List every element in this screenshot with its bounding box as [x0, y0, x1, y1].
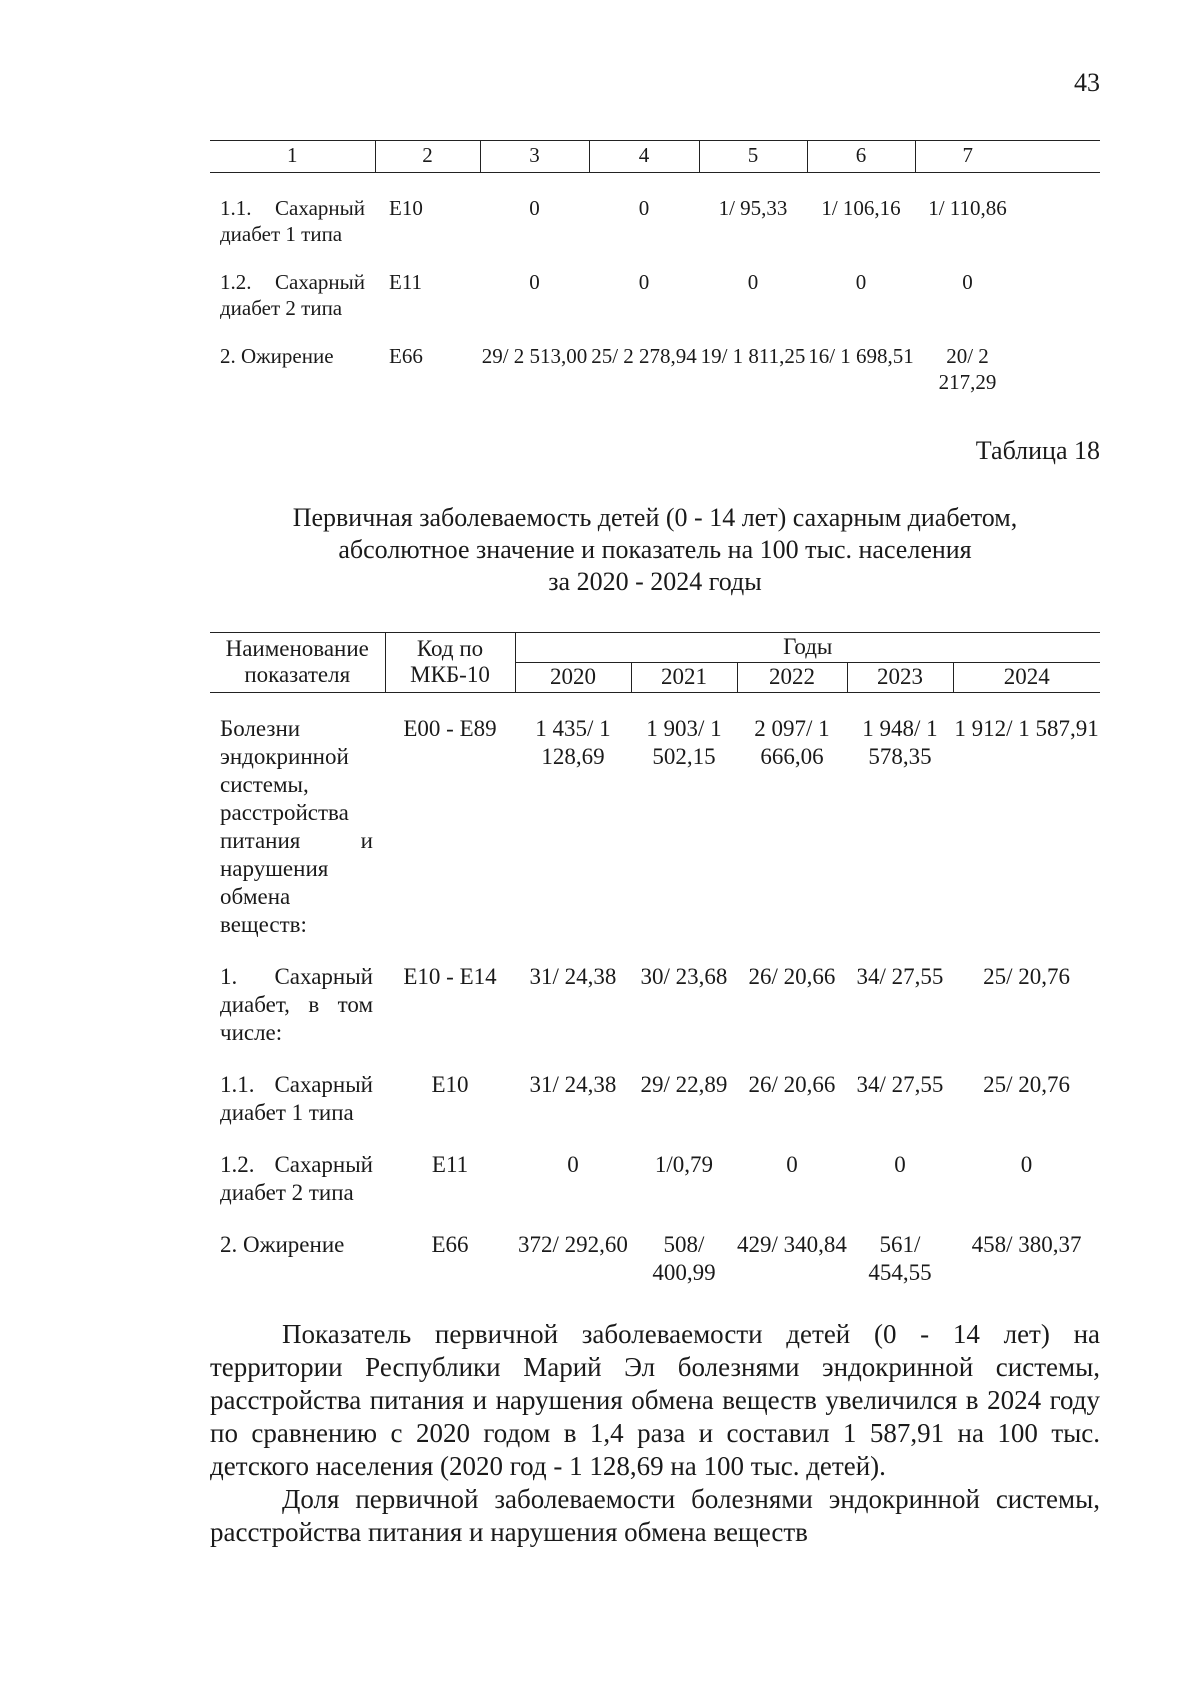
value-cell: 0: [638, 270, 650, 294]
indicator-name: 1.2. Сахарный диабет 2 типа: [220, 270, 365, 320]
header-indicator-name: Наименование показателя: [210, 633, 385, 693]
header-icd-code: Код по МКБ-10: [385, 633, 515, 693]
table-row: [210, 963, 1100, 1047]
table-row: [210, 715, 1100, 939]
value-cell: 34/ 27,55: [856, 1072, 944, 1097]
table-row: [210, 1151, 1100, 1207]
table-row: [210, 1071, 1100, 1127]
header-year: 2023: [847, 663, 953, 693]
value-cell: 0: [962, 270, 973, 294]
value-cell: 0: [567, 1152, 579, 1177]
value-cell: 25/ 20,76: [983, 1072, 1070, 1097]
value-cell: 25/ 20,76: [983, 964, 1070, 989]
paragraph: Показатель первичной заболеваемости детей (0 - 14 лет) на территории Республики Марий Эл болезнями эндокринной системы, расстройства питания и нарушения обмена веществ увеличился в 2024 году по сравнению с 2020 годом в 1,4 раза и составил 1 587,91 на 100 тыс. детского населения (2020 год - 1 128,69 на 100 тыс. детей).: [210, 1319, 1100, 1481]
value-cell: 1 948/ 1 578,35: [862, 716, 938, 769]
icd-code: Е66: [389, 344, 423, 368]
value-cell: 458/ 380,37: [971, 1232, 1082, 1257]
indicator-name: 1.2. Сахарный диабет 2 типа: [220, 1152, 373, 1205]
value-cell: 1/0,79: [654, 1152, 714, 1177]
value-cell: 1 912/ 1 587,91: [954, 716, 1099, 741]
header-year: 2020: [515, 663, 631, 693]
header-year: 2022: [737, 663, 847, 693]
header-year: 2021: [631, 663, 737, 693]
icd-code: Е10 - Е14: [403, 964, 497, 989]
value-cell: 26/ 20,66: [748, 1072, 836, 1097]
icd-code: Е11: [389, 270, 423, 294]
indicator-name: 2. Ожирение: [220, 344, 334, 368]
indicator-name: 1.1. Сахарный диабет 1 типа: [220, 1072, 373, 1125]
icd-code: Е11: [431, 1152, 469, 1177]
value-cell: 0: [855, 270, 867, 294]
indicator-name: 1. Сахарный диабет, в том числе:: [220, 964, 373, 1045]
value-cell: 508/ 400,99: [652, 1232, 716, 1285]
value-cell: 429/ 340,84: [737, 1232, 847, 1257]
page-number: 43: [1074, 68, 1100, 97]
table-row: [210, 195, 1100, 247]
icd-code: Е00 - Е89: [403, 716, 497, 741]
header-year: 2024: [953, 663, 1100, 693]
value-cell: 1/ 106,16: [821, 196, 901, 220]
value-cell: 26/ 20,66: [748, 964, 836, 989]
value-cell: 25/ 2 278,94: [591, 344, 697, 368]
header-years: Годы: [515, 633, 1100, 663]
column-number: 7: [915, 141, 1100, 173]
table-label: Таблица 18: [975, 436, 1100, 465]
value-cell: 0: [786, 1152, 798, 1177]
incidence-table: [210, 632, 1100, 1287]
value-cell: 20/ 2 217,29: [938, 344, 997, 394]
indicator-name: 1.1. Сахарный диабет 1 типа: [220, 196, 365, 246]
value-cell: 19/ 1 811,25: [700, 344, 806, 368]
value-cell: 29/ 22,89: [640, 1072, 728, 1097]
continuation-table: [210, 140, 1100, 395]
column-number-row: [210, 141, 1100, 173]
icd-code: Е10: [389, 196, 423, 220]
value-cell: 1/ 110,86: [928, 196, 1007, 220]
paragraph: Доля первичной заболеваемости болезнями эндокринной системы, расстройства питания и нарушения обмена веществ: [210, 1484, 1100, 1547]
table-title-line: за 2020 - 2024 годы: [548, 567, 762, 596]
value-cell: 1/ 95,33: [718, 196, 788, 220]
column-number: 5: [699, 141, 807, 173]
column-number: 4: [589, 141, 699, 173]
value-cell: 0: [894, 1152, 906, 1177]
value-cell: 16/ 1 698,51: [808, 344, 914, 368]
column-number: 6: [807, 141, 915, 173]
value-cell: 0: [747, 270, 759, 294]
table-row: [210, 269, 1100, 321]
value-cell: 372/ 292,60: [518, 1232, 628, 1257]
value-cell: 30/ 23,68: [640, 964, 728, 989]
value-cell: 0: [529, 270, 540, 294]
indicator-name: 2. Ожирение: [220, 1232, 345, 1257]
value-cell: 1 903/ 1 502,15: [646, 716, 722, 769]
value-cell: 1 435/ 1 128,69: [535, 716, 611, 769]
icd-code: Е66: [431, 1232, 469, 1257]
table-row: [210, 343, 1100, 395]
column-number: 2: [375, 141, 480, 173]
table-row: [210, 1231, 1100, 1287]
value-cell: 0: [1020, 1152, 1033, 1177]
value-cell: 561/ 454,55: [868, 1232, 932, 1285]
icd-code: Е10: [431, 1072, 469, 1097]
column-number: 3: [480, 141, 589, 173]
column-number: 1: [210, 141, 375, 173]
value-cell: 2 097/ 1 666,06: [754, 716, 830, 769]
value-cell: 34/ 27,55: [856, 964, 944, 989]
table-title-line: абсолютное значение и показатель на 100 тыс. населения: [338, 535, 972, 564]
table-title: [210, 502, 1100, 598]
value-cell: 0: [529, 196, 540, 220]
value-cell: 31/ 24,38: [529, 1072, 617, 1097]
table-title-line: Первичная заболеваемость детей (0 - 14 лет) сахарным диабетом,: [292, 503, 1018, 532]
body-text: [210, 1318, 1100, 1549]
indicator-name: Болезни эндокринной системы, расстройства питания и нарушения обмена веществ:: [220, 716, 373, 937]
value-cell: 0: [638, 196, 650, 220]
value-cell: 29/ 2 513,00: [481, 344, 588, 368]
value-cell: 31/ 24,38: [529, 964, 617, 989]
